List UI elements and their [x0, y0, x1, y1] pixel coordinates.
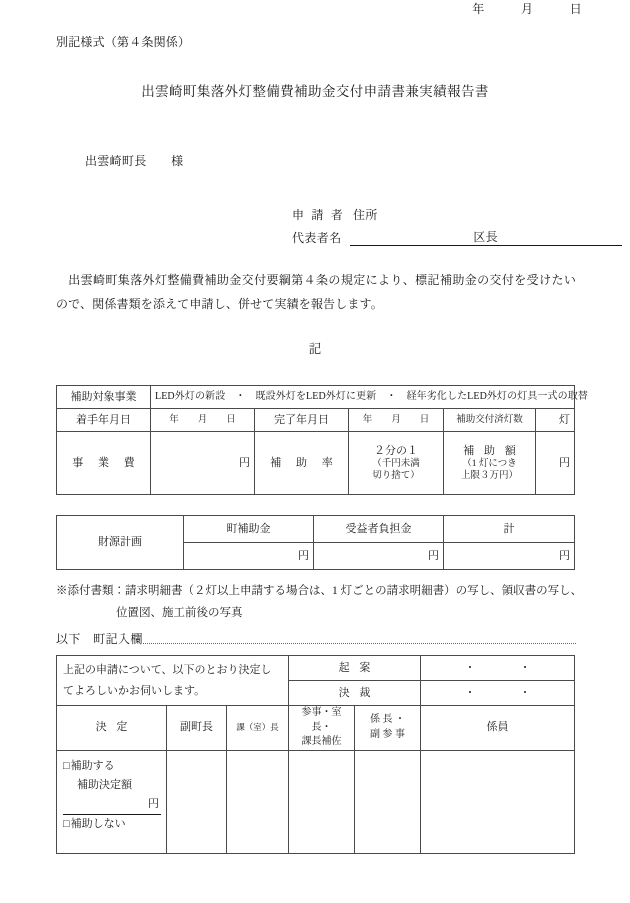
finance-value-beneficiary[interactable]: 円	[314, 543, 444, 570]
page-title: 出雲崎町集落外灯整備費補助金交付申請書兼実績報告書	[141, 84, 489, 99]
approve-checkbox[interactable]: □	[63, 759, 70, 772]
finance-value-town-subsidy[interactable]: 円	[184, 543, 314, 570]
body-paragraph-text: 出雲崎町集落外灯整備費補助金交付要綱第４条の規定により、標記補助金の交付を受けたいので、関係書類を添えて申請し、併せて実績を報告します。	[56, 273, 576, 311]
official-counselor-line2: 課長補佐	[301, 736, 342, 747]
finance-header-town-subsidy: 町補助金	[184, 516, 314, 543]
subsidy-rate-value	[349, 432, 444, 495]
subsidy-rate-label: 補 助 率	[255, 432, 349, 495]
approval-question-text: 上記の申請について、以下のとおり決定してよろしいかお伺いします。	[57, 656, 289, 706]
approve-option-label: 補助する	[70, 759, 115, 772]
finance-header-beneficiary: 受益者負担金	[314, 516, 444, 543]
subsidy-amount-label-cell	[444, 432, 536, 495]
subsidy-amount-value[interactable]: 円	[536, 432, 575, 495]
signature-cell-counselor[interactable]	[289, 750, 355, 853]
approve-option[interactable]	[63, 757, 160, 776]
target-project-value[interactable]: LED外灯の新設 ・ 既設外灯をLED外灯に更新 ・ 経年劣化したLED外灯の灯具一式の取替	[151, 386, 575, 409]
attachment-note	[56, 580, 586, 625]
applicant-address-row	[292, 200, 622, 223]
subsidy-amount-note1: （1 灯につき	[462, 458, 517, 469]
official-staff: 係員	[421, 706, 575, 751]
attachment-note-line2: 位置図、施工前後の写真	[116, 607, 243, 620]
table-row-cost	[57, 432, 575, 495]
signature-cell-division-chief[interactable]	[227, 750, 289, 853]
applicant-address-label: 住所	[353, 208, 378, 222]
start-date-value[interactable]: 年 月 日	[151, 409, 255, 432]
form-code: 別記様式（第４条関係）	[56, 35, 191, 49]
decision-options-cell	[57, 750, 167, 853]
official-counselor-line1: 参事・室長・	[301, 707, 342, 733]
official-section-chief	[355, 706, 421, 751]
official-division-chief: 課（室）長	[227, 706, 289, 751]
applicant-representative-row	[292, 223, 622, 246]
finance-plan-table	[56, 515, 575, 570]
approval-row-officials-header	[57, 706, 575, 751]
draft-date-field[interactable]: ・ ・	[421, 656, 575, 681]
target-project-label: 補助対象事業	[57, 386, 151, 409]
official-deputy-mayor: 副町長	[167, 706, 227, 751]
approval-table	[56, 655, 575, 854]
representative-name-field[interactable]: 区長	[350, 231, 622, 246]
subsidy-amount-note2: 上限３万円）	[460, 471, 518, 482]
granted-count-label: 補助交付済灯数	[444, 409, 536, 432]
body-paragraph	[56, 268, 576, 316]
applicant-label: 申 請 者	[292, 208, 346, 222]
signature-cell-staff[interactable]	[421, 750, 575, 853]
draft-label: 起 案	[289, 656, 421, 681]
addressee: 出雲崎町長 様	[85, 154, 184, 168]
finance-header-row	[57, 516, 575, 543]
ki-mark: 記	[308, 342, 322, 356]
applicant-block	[292, 200, 622, 246]
dotted-divider	[143, 642, 576, 644]
subsidy-amount-label: 補 助 額	[463, 444, 520, 457]
complete-date-label: 完了年月日	[255, 409, 349, 432]
subsidy-rate-main: ２分の１	[374, 444, 418, 457]
approval-row-draft	[57, 656, 575, 681]
signature-cell-deputy-mayor[interactable]	[167, 750, 227, 853]
finance-value-total[interactable]: 円	[444, 543, 575, 570]
signature-cell-section-chief[interactable]	[355, 750, 421, 853]
decision-label: 決 定	[57, 706, 167, 751]
table-row-target-project	[57, 386, 575, 409]
approval-date-field[interactable]: ・ ・	[421, 681, 575, 706]
project-cost-value[interactable]: 円	[151, 432, 255, 495]
decided-amount-field[interactable]: 円	[63, 795, 161, 815]
decided-amount-label: 補助決定額	[77, 778, 132, 791]
start-date-label: 着手年月日	[57, 409, 151, 432]
town-use-divider	[56, 630, 576, 647]
approval-label: 決 裁	[289, 681, 421, 706]
subsidy-rate-note2: 切り捨て）	[372, 471, 420, 482]
finance-plan-label: 財源計画	[57, 516, 184, 570]
approval-row-decision-options	[57, 750, 575, 853]
attachment-note-line1: ※添付書類：請求明細書（２灯以上申請する場合は、1 灯ごとの請求明細書）の写し、領収書の写し、	[56, 585, 583, 597]
official-counselor	[289, 706, 355, 751]
reject-option-label: 補助しない	[70, 818, 126, 831]
official-section-chief-line1: 係 長 ・	[370, 714, 406, 726]
town-use-label: 以下 町記入欄	[56, 632, 143, 646]
subsidy-rate-note1: （千円未満	[372, 458, 420, 469]
granted-count-unit[interactable]: 灯	[536, 409, 575, 432]
reject-option[interactable]	[63, 815, 160, 834]
date-field-header: 年 月 日	[472, 2, 582, 16]
table-row-dates	[57, 409, 575, 432]
finance-header-total: 計	[444, 516, 575, 543]
main-application-table	[56, 385, 588, 495]
reject-checkbox[interactable]: □	[63, 818, 70, 831]
project-cost-label: 事 業 費	[57, 432, 151, 495]
complete-date-value[interactable]: 年 月 日	[349, 409, 444, 432]
representative-label: 代表者名	[292, 231, 342, 245]
official-section-chief-line2: 副 参 事	[370, 728, 406, 740]
